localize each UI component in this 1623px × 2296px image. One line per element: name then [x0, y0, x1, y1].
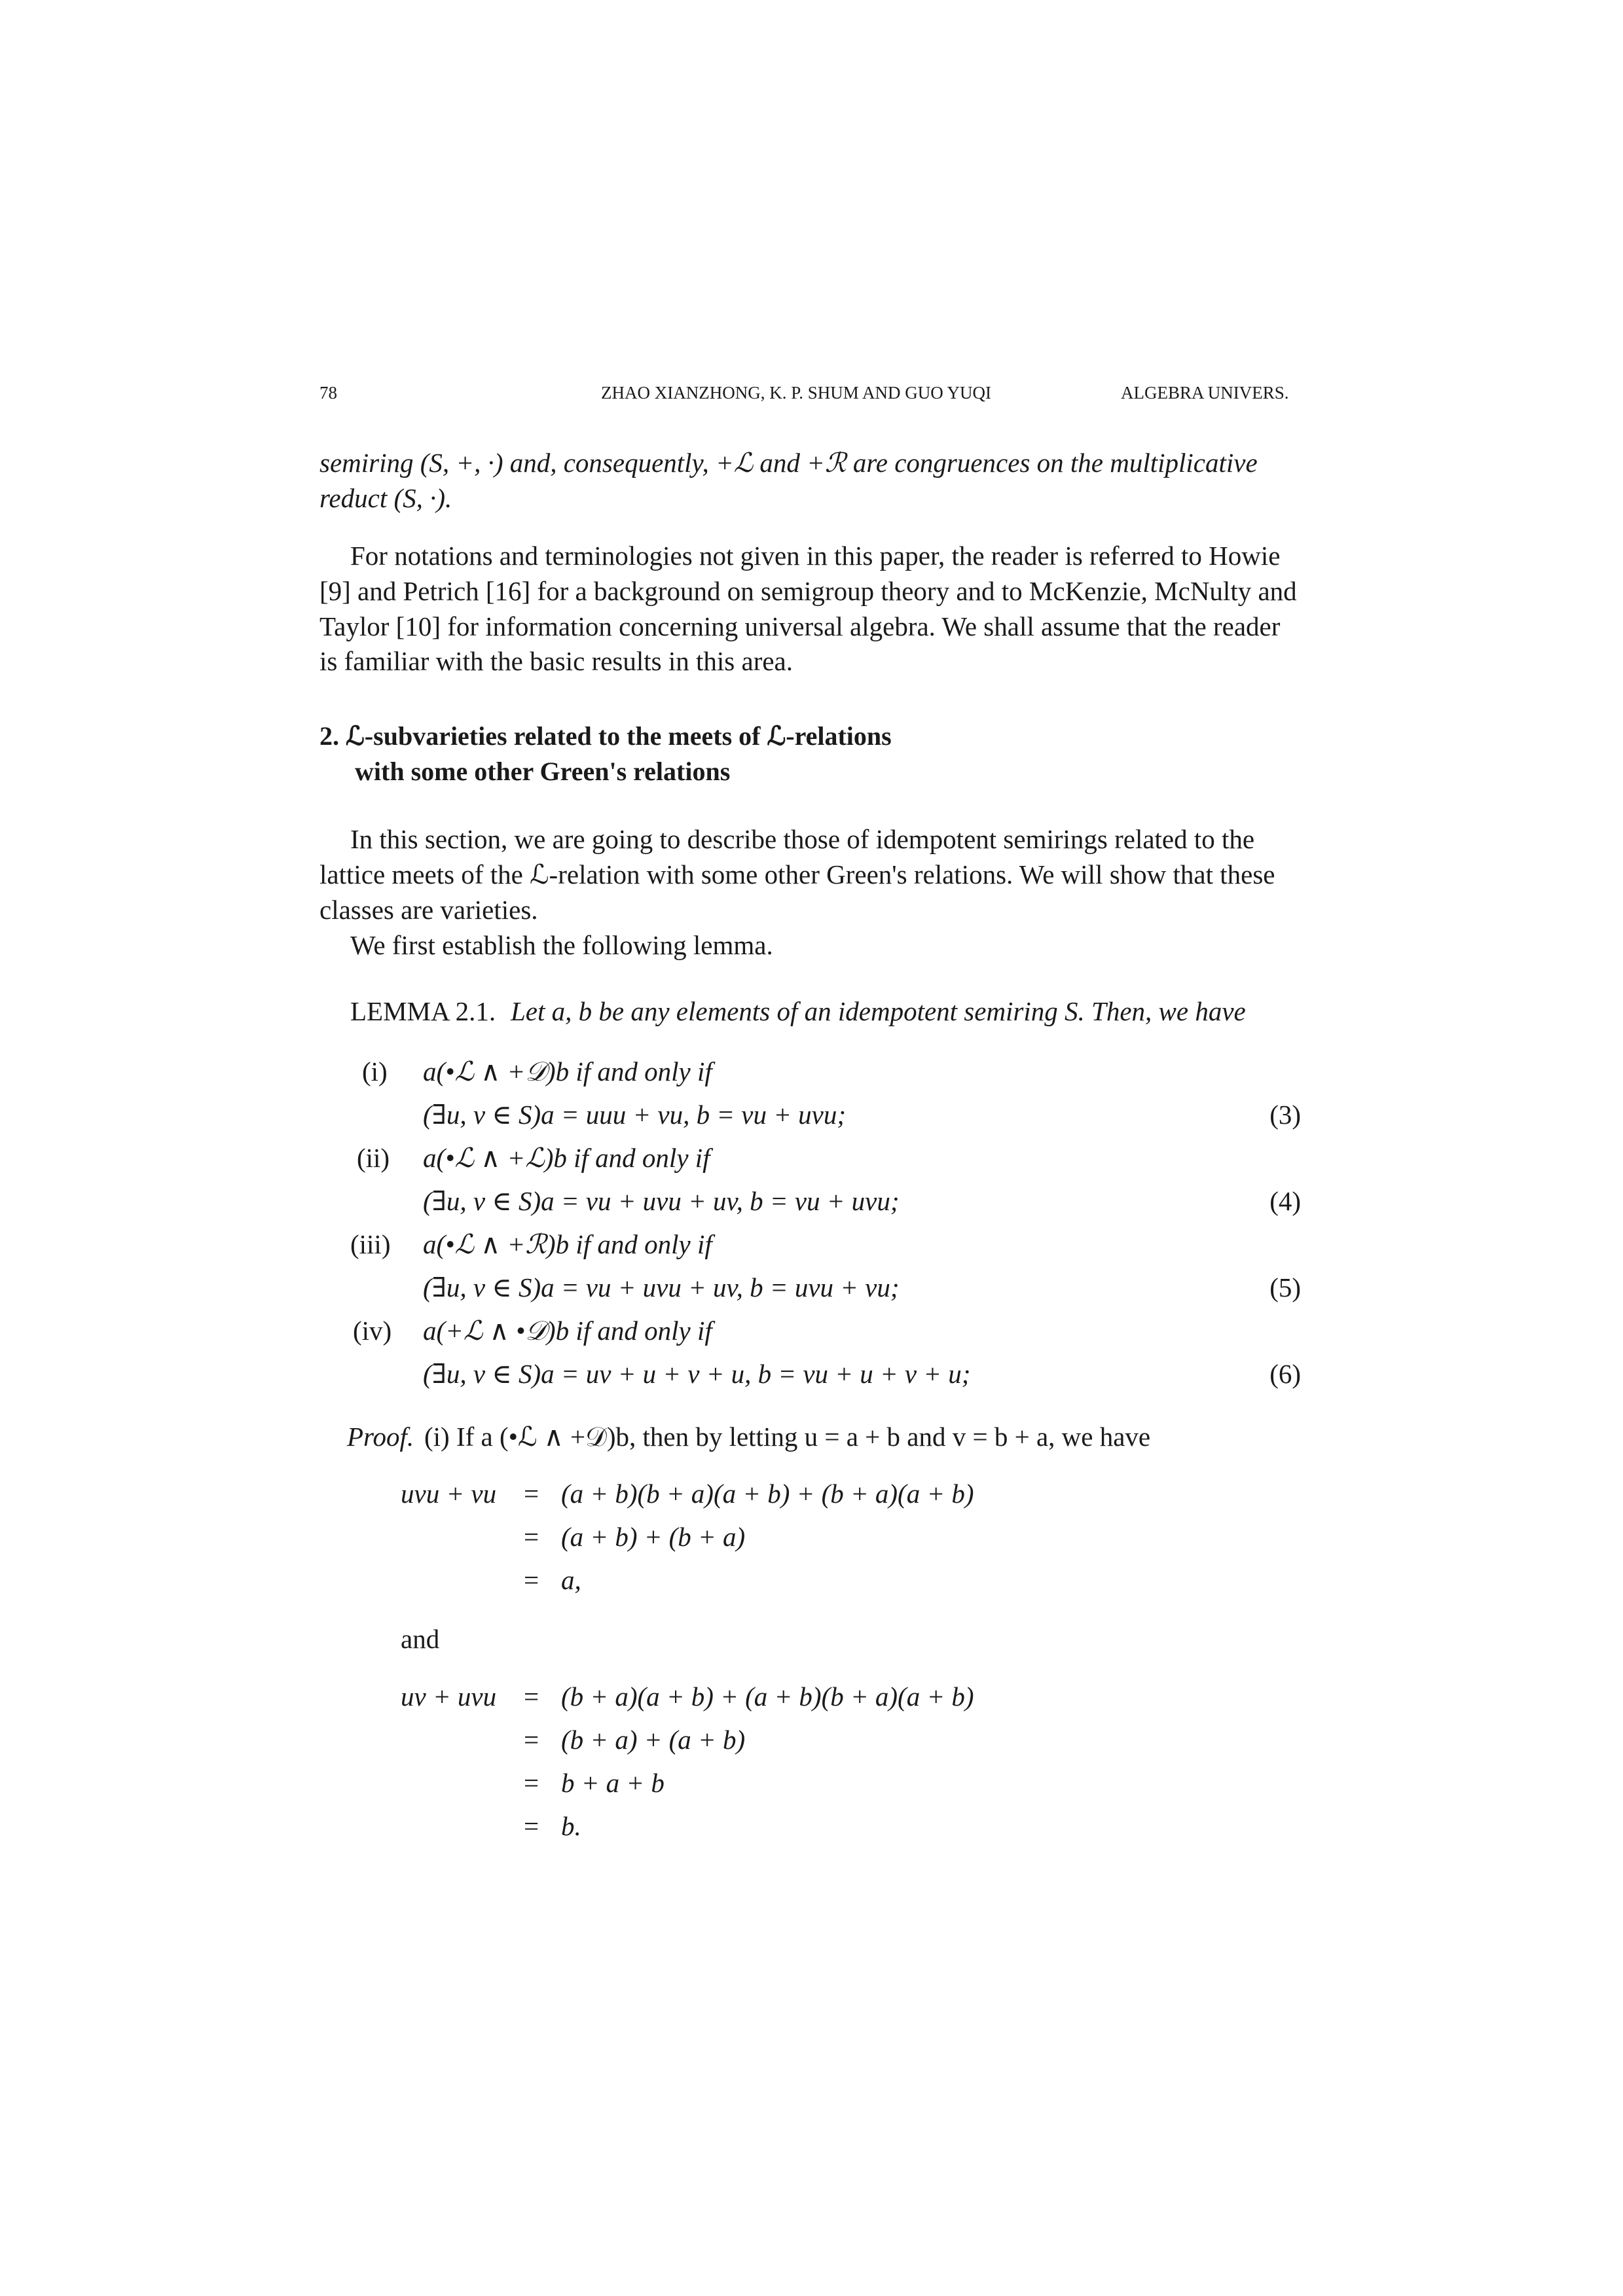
running-head-journal: ALGEBRA UNIVERS.: [1121, 383, 1289, 403]
intro-line-3: Taylor [10] for information concerning universal algebra. We shall assume that the reader: [319, 611, 1281, 641]
intro-line-2: [9] and Petrich [16] for a background on semigroup theory and to McKenzie, McNulty and: [319, 576, 1297, 606]
continuation-line-1: semiring (S, +, ·) and, consequently, +ℒ and +ℛ are congruences on the multiplicative: [319, 448, 1258, 478]
section-heading-line-1: 2. ℒ-subvarieties related to the meets of ℒ-relations: [319, 721, 892, 751]
intro-line-1: For notations and terminologies not given in this paper, the reader is referred to Howie: [350, 541, 1281, 571]
lemma-item-condition: a(•ℒ ∧ +ℒ)b if and only if: [423, 1143, 710, 1173]
equals-sign: =: [524, 1725, 539, 1755]
equals-sign: =: [524, 1811, 539, 1841]
derivation-step: b.: [561, 1811, 581, 1841]
proof-text: (i) If a (•ℒ ∧ +𝒟)b, then by letting u = a + b and v = b + a, we have: [424, 1422, 1151, 1452]
lemma-item-condition: a(•ℒ ∧ +ℛ)b if and only if: [423, 1229, 712, 1259]
equation-number: (3): [1269, 1100, 1301, 1130]
derivation-lhs: uvu + vu: [401, 1479, 497, 1509]
equation-number: (4): [1269, 1186, 1301, 1216]
lemma-item-condition: a(•ℒ ∧ +𝒟)b if and only if: [423, 1056, 712, 1086]
intro-line-4: is familiar with the basic results in this area.: [319, 646, 793, 676]
section-intro-line-1: In this section, we are going to describe those of idempotent semirings related to the: [350, 824, 1255, 854]
page-number: 78: [319, 383, 337, 403]
equals-sign: =: [524, 1768, 539, 1798]
equals-sign: =: [524, 1479, 539, 1509]
equation-number: (6): [1269, 1359, 1301, 1389]
lemma-statement: Let a, b be any elements of an idempotent semiring S. Then, we have: [511, 996, 1246, 1026]
lemma-item-equation: (∃u, v ∈ S)a = uuu + vu, b = vu + uvu;: [423, 1100, 847, 1130]
derivation-step: (a + b) + (b + a): [561, 1522, 746, 1552]
lemma-item-equation: (∃u, v ∈ S)a = uv + u + v + u, b = vu + u + v + u;: [423, 1359, 971, 1389]
lemma-item-label: (i): [362, 1056, 388, 1086]
section-intro-line-3: classes are varieties.: [319, 895, 538, 925]
derivation-step: (a + b)(b + a)(a + b) + (b + a)(a + b): [561, 1479, 974, 1509]
lemma-item-label: (ii): [357, 1143, 390, 1173]
equals-sign: =: [524, 1522, 539, 1552]
lemma-label: LEMMA 2.1.: [350, 996, 496, 1026]
equation-number: (5): [1269, 1272, 1301, 1302]
lemma-item-label: (iv): [353, 1316, 392, 1346]
proof-label: Proof.: [347, 1422, 414, 1452]
section-intro-line-4: We first establish the following lemma.: [350, 930, 773, 960]
lemma-item-label: (iii): [350, 1229, 391, 1259]
running-head-authors: ZHAO XIANZHONG, K. P. SHUM AND GUO YUQI: [601, 383, 991, 403]
derivation-step: b + a + b: [561, 1768, 665, 1798]
continuation-line-2: reduct (S, ·).: [319, 483, 452, 513]
derivation-step: (b + a)(a + b) + (a + b)(b + a)(a + b): [561, 1681, 974, 1712]
and-connector: and: [401, 1624, 440, 1654]
section-intro-line-2: lattice meets of the ℒ-relation with some other Green's relations. We will show that these: [319, 859, 1275, 889]
lemma-item-equation: (∃u, v ∈ S)a = vu + uvu + uv, b = vu + uvu;: [423, 1186, 900, 1216]
equals-sign: =: [524, 1681, 539, 1712]
lemma-item-equation: (∃u, v ∈ S)a = vu + uvu + uv, b = uvu + vu;: [423, 1272, 900, 1302]
derivation-step: a,: [561, 1565, 581, 1595]
lemma-item-condition: a(+ℒ ∧ •𝒟)b if and only if: [423, 1316, 712, 1346]
derivation-lhs: uv + uvu: [401, 1681, 497, 1712]
equals-sign: =: [524, 1565, 539, 1595]
section-heading-line-2: with some other Green's relations: [355, 757, 731, 786]
derivation-step: (b + a) + (a + b): [561, 1725, 746, 1755]
